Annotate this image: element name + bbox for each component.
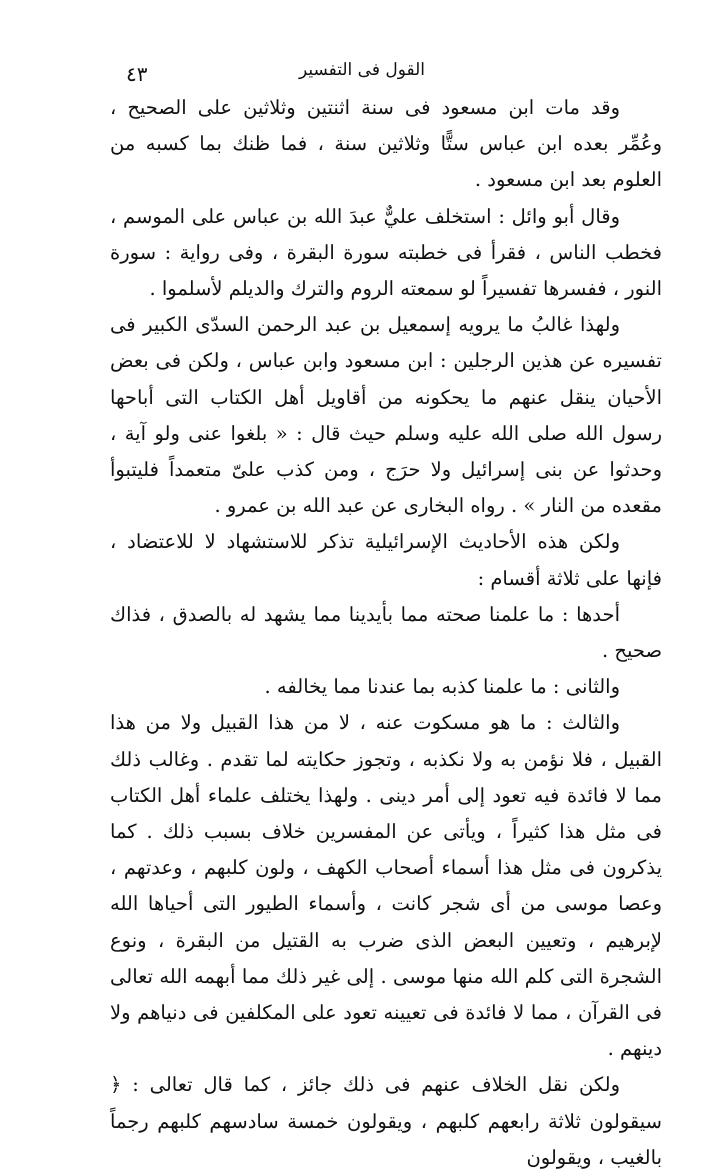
paragraph: والثانى : ما علمنا كذبه بما عندنا مما يخالفه . (264, 675, 620, 699)
page-number: ٤٣ (126, 62, 148, 86)
paragraph: ولهذا غالبُ ما يرويه إسمعيل بن عبد الرحمن السدّى الكبير فى تفسيره عن هذين الرجلين : ابن مسعود وابن عباس ، ولكن فى بعض الأحيان ينقل عنهم ما يحكونه من أقاويل أهل الكتاب التى أباحها رسول الله صلى الله عليه وسلم حيث قال : « بلغوا عنى ولو آية ، وحدثوا عن بنى إسرائيل ولا حرَج ، ومن كذب علىّ متعمداً فليتبوأ مقعده من النار » . رواه البخارى عن عبد الله بن عمرو . (110, 313, 662, 518)
page-body-text (110, 90, 662, 1176)
paragraph: ولكن هذه الأحاديث الإسرائيلية تذكر للاستشهاد لا للاعتضاد ، فإنها على ثلاثة أقسام : (110, 530, 662, 590)
running-header-title: القول فى التفسير (298, 60, 426, 80)
paragraph: والثالث : ما هو مسكوت عنه ، لا من هذا القبيل ولا من هذا القبيل ، فلا نؤمن به ولا نكذبه ، وتجوز حكايته لما تقدم . وغالب ذلك مما لا فائدة فيه تعود إلى أمر دينى . ولهذا يختلف علماء أهل الكتاب فى مثل هذا كثيراً ، ويأتى عن المفسرين خلاف بسبب ذلك . كما يذكرون فى مثل هذا أسماء أصحاب الكهف ، ولون كلبهم ، وعدتهم ، وعصا موسى من أى شجر كانت ، وأسماء الطيور التى أحياها الله لإبرهيم ، وتعيين البعض الذى ضرب به القتيل من البقرة ، ونوع الشجرة التى كلم الله منها موسى . إلى غير ذلك مما أبهمه الله تعالى فى القرآن ، مما لا فائدة فى تعيينه تعود على المكلفين فى دنياهم ولا دينهم . (110, 711, 662, 1061)
paragraph: ولكن نقل الخلاف عنهم فى ذلك جائز ، كما قال تعالى : ﴿ سيقولون ثلاثة رابعهم كلبهم ، ويقولون خمسة سادسهم كلبهم رجماً بالغيب ، ويقولون (110, 1073, 662, 1169)
paragraph: وقد مات ابن مسعود فى سنة اثنتين وثلاثين على الصحيح ، وعُمِّر بعده ابن عباس ستًّا وثلاثين سنة ، فما ظنك بما كسبه من العلوم بعد ابن مسعود . (110, 96, 662, 192)
paragraph: أحدها : ما علمنا صحته مما بأيدينا مما يشهد له بالصدق ، فذاك صحيح . (110, 602, 662, 663)
paragraph: وقال أبو وائل : استخلف عليٌّ عبدَ الله بن عباس على الموسم ، فخطب الناس ، فقرأ فى خطبته سورة البقرة ، وفى رواية : سورة النور ، ففسرها تفسيراً لو سمعته الروم والترك والديلم لأسلموا . (110, 204, 662, 301)
